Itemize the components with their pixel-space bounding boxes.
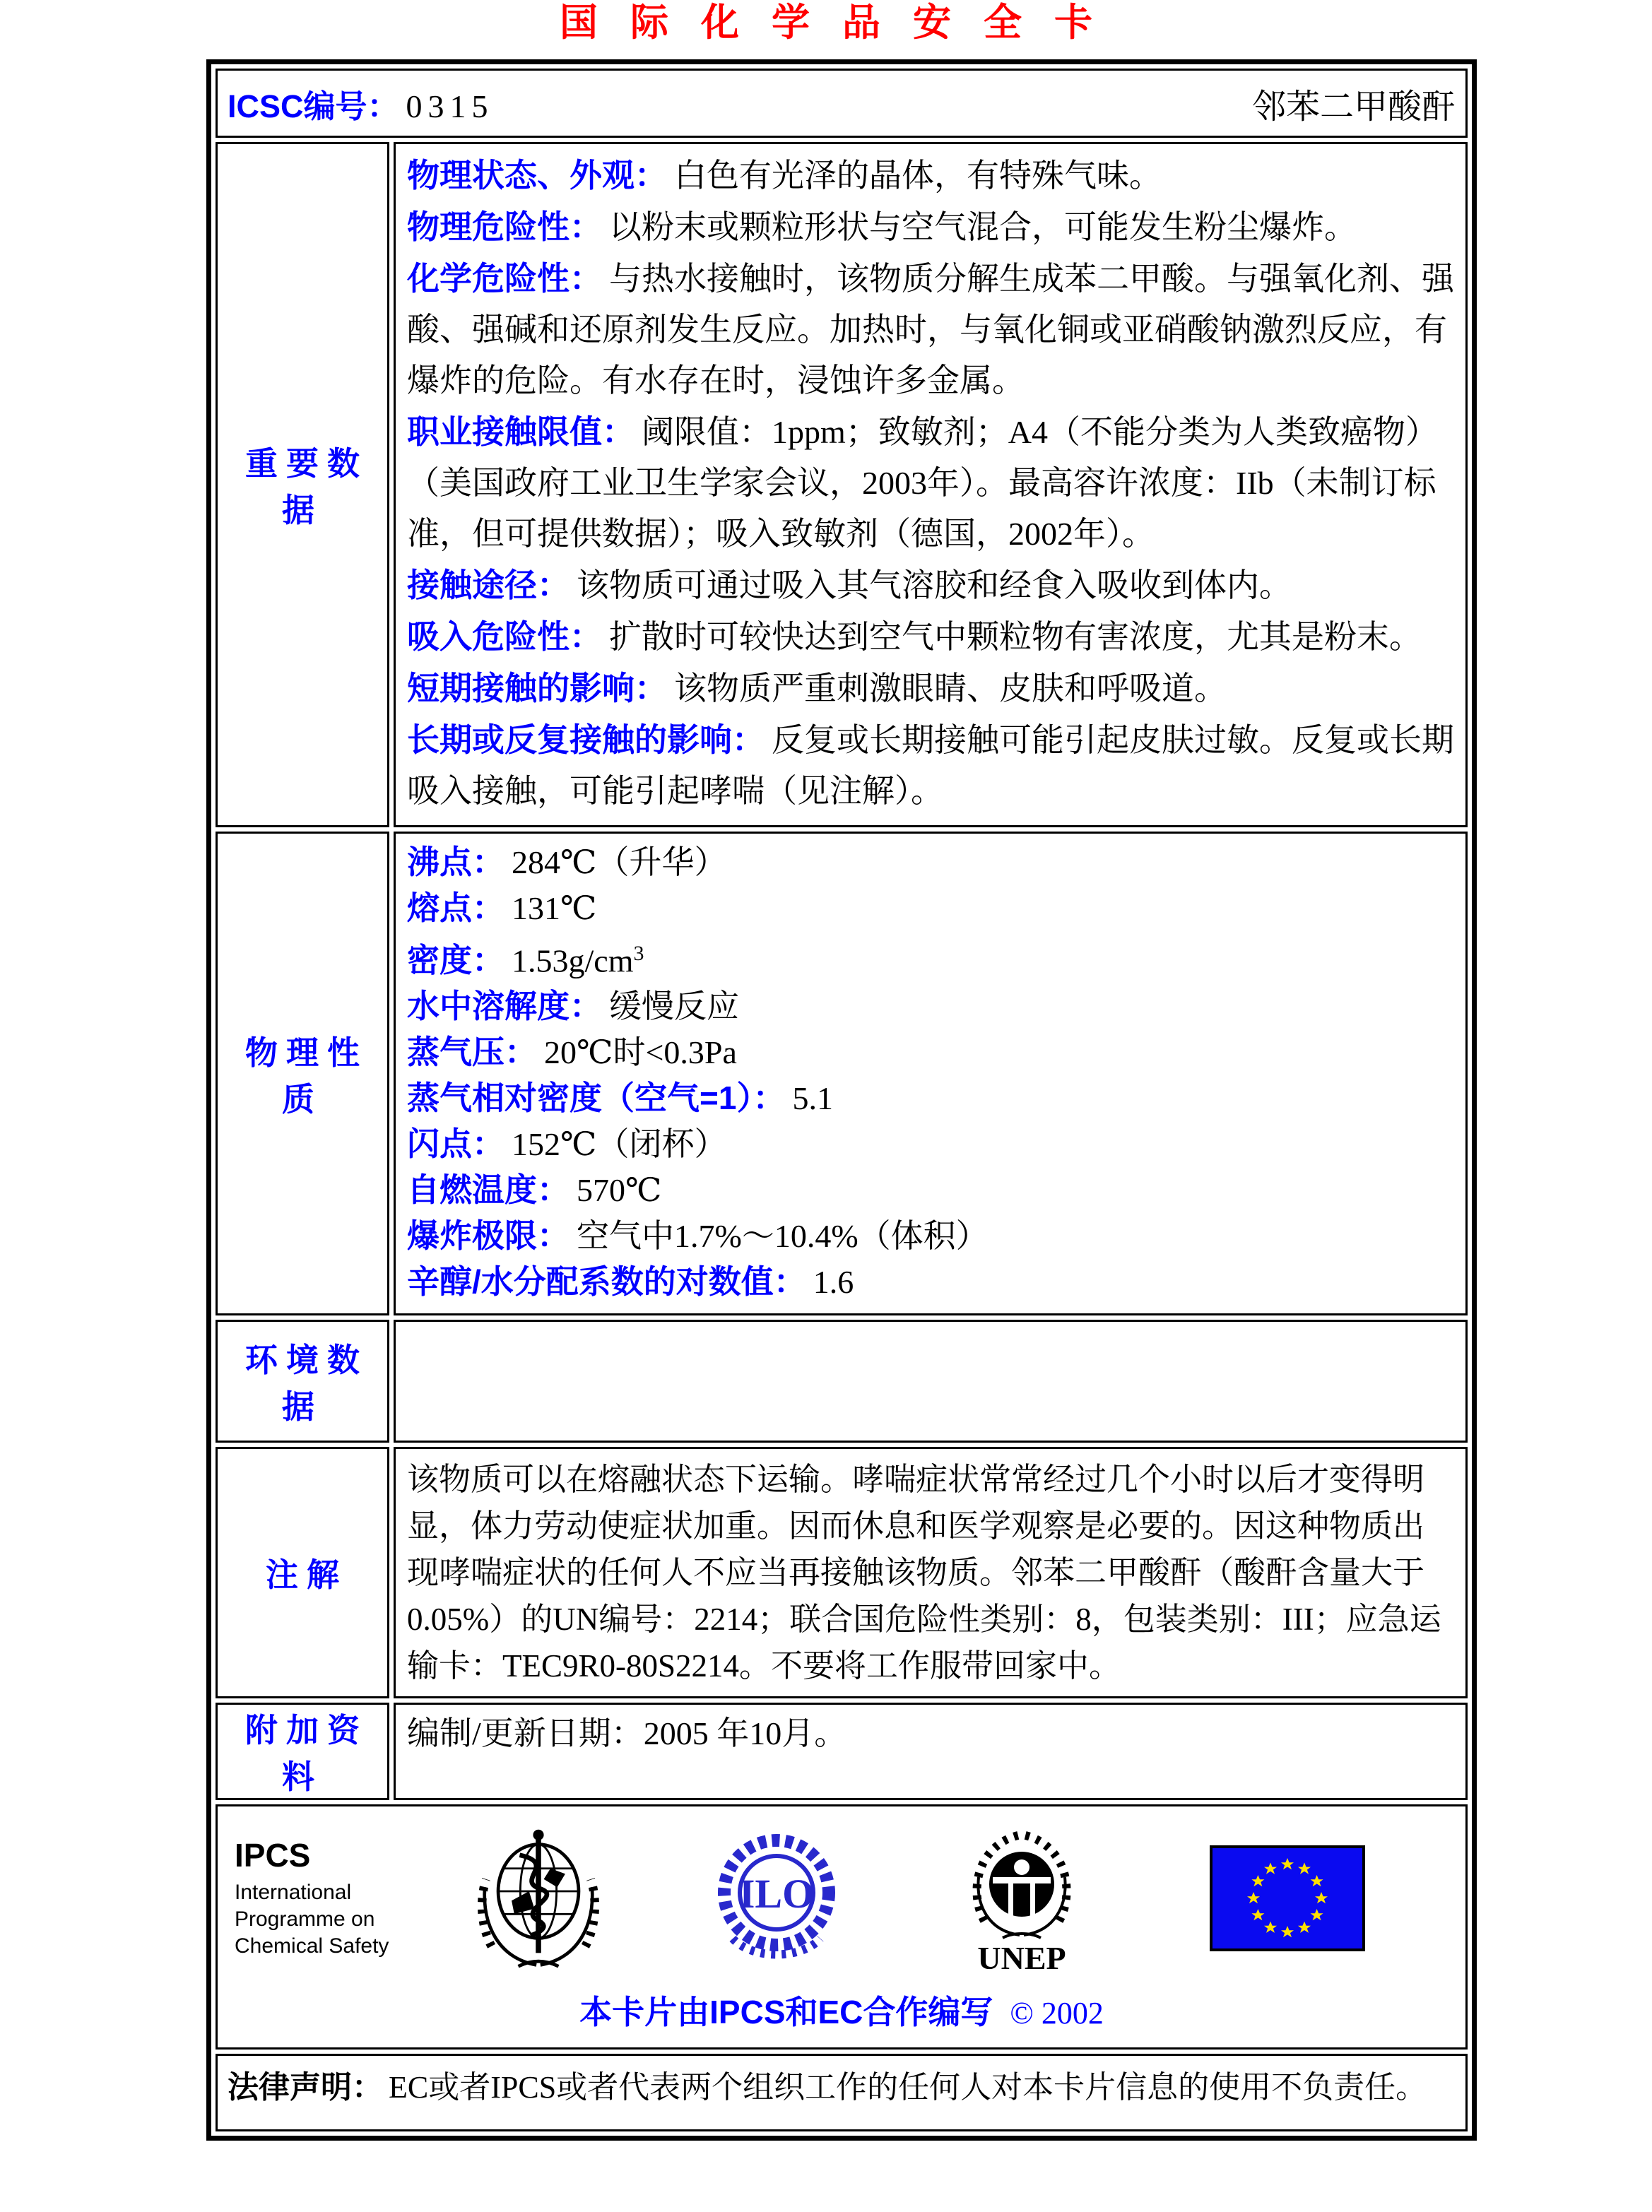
item-label: 密度： [407, 942, 505, 979]
icsc-number-group [228, 81, 494, 126]
item-label: 化学危险性： [407, 260, 602, 297]
chemical-name: 邻苯二甲酸酐 [1251, 88, 1456, 126]
item-text: 白色有光泽的晶体，有特殊气味。 [674, 158, 1162, 194]
important-data-item [407, 253, 1454, 406]
additional-info-row-label: 附加资料 [216, 1703, 389, 1800]
icsc-number-label: ICSC编号： [228, 88, 399, 124]
important-data-row [216, 142, 1468, 827]
item-text: 1.6 [813, 1264, 854, 1301]
important-data-content [394, 142, 1468, 827]
physical-property-item [407, 1075, 1454, 1121]
physical-property-item [407, 885, 1454, 931]
footer-caption-text: 本卡片由IPCS和EC合作编写 [579, 1994, 993, 2031]
item-text: 反复或长期接触可能引起皮肤过敏。反复或长期吸入接触，可能引起哮喘（见注解）。 [407, 722, 1454, 809]
item-text: 缓慢反应 [609, 988, 739, 1025]
ilo-logo-icon [713, 1826, 840, 1970]
svg-text:ILO: ILO [738, 1871, 815, 1917]
item-text: 扩散时可较快达到空气中颗粒物有害浓度，尤其是粉末。 [609, 619, 1422, 655]
item-text: 空气中1.7%～10.4%（体积） [577, 1218, 989, 1255]
ipcs-subtitle-line: Programme on [235, 1907, 375, 1931]
item-label: 吸入危险性： [407, 618, 602, 655]
environmental-data-row-label: 环境数据 [216, 1320, 389, 1443]
item-text: 570℃ [577, 1172, 662, 1209]
footer-copyright: © 2002 [1010, 1996, 1104, 2031]
icsc-card-table [206, 59, 1477, 2141]
header-row [216, 69, 1468, 138]
item-text: 5.1 [792, 1080, 833, 1117]
item-label: 沸点： [407, 844, 505, 880]
logos-row [216, 1804, 1468, 2050]
physical-properties-row [216, 832, 1468, 1315]
notes-row [216, 1447, 1468, 1698]
item-label: 长期或反复接触的影响： [407, 721, 765, 758]
logos-flex [235, 1822, 1449, 1974]
environmental-data-row [216, 1320, 1468, 1443]
svg-text:UNEP: UNEP [977, 1940, 1066, 1975]
item-label: 蒸气相对密度（空气=1）： [407, 1080, 786, 1117]
physical-property-item [407, 1259, 1454, 1305]
ipcs-subtitle-line: International [235, 1880, 352, 1904]
additional-info-content: 编制/更新日期：2005 年10月。 [394, 1703, 1468, 1800]
important-data-item [407, 611, 1454, 663]
item-label: 物理状态、外观： [407, 157, 667, 194]
legal-label: 法律声明： [228, 2070, 383, 2105]
page-title: 国际化学品安全卡 [560, 1, 1125, 44]
item-label: 蒸气压： [407, 1034, 537, 1071]
unep-logo-icon [960, 1822, 1084, 1974]
icsc-number-value: 0315 [406, 88, 494, 124]
item-text: 以粉末或颗粒形状与空气混合，可能发生粉尘爆炸。 [609, 209, 1357, 245]
item-text: 152℃（闭杯） [512, 1126, 727, 1163]
physical-properties-row-label: 物理性质 [216, 832, 389, 1315]
item-text: 20℃时<0.3Pa [544, 1034, 737, 1071]
item-text: 284℃（升华） [512, 844, 727, 880]
important-data-item [407, 150, 1454, 201]
legal-text: EC或者IPCS或者代表两个组织工作的任何人对本卡片信息的使用不负责任。 [389, 2070, 1427, 2105]
legal-cell [216, 2054, 1468, 2131]
item-label: 职业接触限值： [407, 413, 635, 450]
notes-content: 该物质可以在熔融状态下运输。哮喘症状常常经过几个小时以后才变得明显，体力劳动使症状加重。因而休息和医学观察是必要的。因这种物质出现哮喘症状的任何人不应当再接触该物质。邻苯二甲酸酐（酸酐含量大于0.05%）的UN编号：2214；联合国危险性类别：8，包装类别：III；应急运输卡：TEC9R0-80S2214。不要将工作服带回家中。 [394, 1447, 1468, 1698]
important-data-item [407, 406, 1454, 560]
physical-property-item [407, 1121, 1454, 1167]
item-text: 1.53g/cm [512, 942, 634, 979]
item-label: 接触途径： [407, 567, 570, 603]
physical-properties-content [394, 832, 1468, 1315]
ipcs-title: IPCS [235, 1836, 311, 1874]
item-label: 闪点： [407, 1125, 505, 1163]
item-label: 爆炸极限： [407, 1217, 570, 1255]
legal-row [216, 2054, 1468, 2131]
item-text: 与热水接触时，该物质分解生成苯二甲酸。与强氧化剂、强酸、强碱和还原剂发生反应。加热时，与氧化铜或亚硝酸钠激烈反应，有爆炸的危险。有水存在时，浸蚀许多金属。 [407, 261, 1454, 398]
item-label: 短期接触的影响： [407, 670, 667, 706]
eu-flag-icon [1210, 1845, 1365, 1951]
ipcs-subtitle-line: Chemical Safety [235, 1934, 389, 1958]
physical-property-item [407, 1167, 1454, 1213]
physical-property-item [407, 1029, 1454, 1075]
environmental-data-content [394, 1320, 1468, 1443]
important-data-item [407, 714, 1454, 817]
notes-row-label: 注解 [216, 1447, 389, 1698]
important-data-item [407, 560, 1454, 611]
ipcs-text-block [235, 1837, 447, 1960]
item-label: 自燃温度： [407, 1171, 570, 1209]
item-text: 该物质严重刺激眼睛、皮肤和呼吸道。 [674, 670, 1227, 706]
important-data-row-label: 重要数据 [216, 142, 389, 827]
footer-caption [235, 1987, 1449, 2033]
physical-property-item [407, 1213, 1454, 1259]
item-superscript: 3 [633, 942, 644, 965]
additional-info-row [216, 1703, 1468, 1800]
who-logo-icon [471, 1826, 606, 1970]
header-cell [216, 69, 1468, 138]
item-label: 物理危险性： [407, 208, 602, 245]
item-label: 熔点： [407, 889, 505, 926]
item-text: 阈限值：1ppm；致敏剂；A4（不能分类为人类致癌物）（美国政府工业卫生学家会议，2003年）。最高容许浓度：IIb（未制订标准，但可提供数据）；吸入致敏剂（德国，2002年）。 [407, 414, 1438, 552]
important-data-item [407, 663, 1454, 714]
item-label: 水中溶解度： [407, 988, 602, 1025]
physical-property-item [407, 839, 1454, 885]
important-data-item [407, 201, 1454, 253]
logos-cell [216, 1804, 1468, 2050]
physical-property-item [407, 931, 1454, 983]
header-flex [228, 79, 1456, 128]
item-text: 该物质可通过吸入其气溶胶和经食入吸收到体内。 [577, 567, 1292, 603]
physical-property-item [407, 983, 1454, 1029]
item-text: 131℃ [512, 890, 597, 926]
item-label: 辛醇/水分配系数的对数值： [407, 1263, 806, 1301]
